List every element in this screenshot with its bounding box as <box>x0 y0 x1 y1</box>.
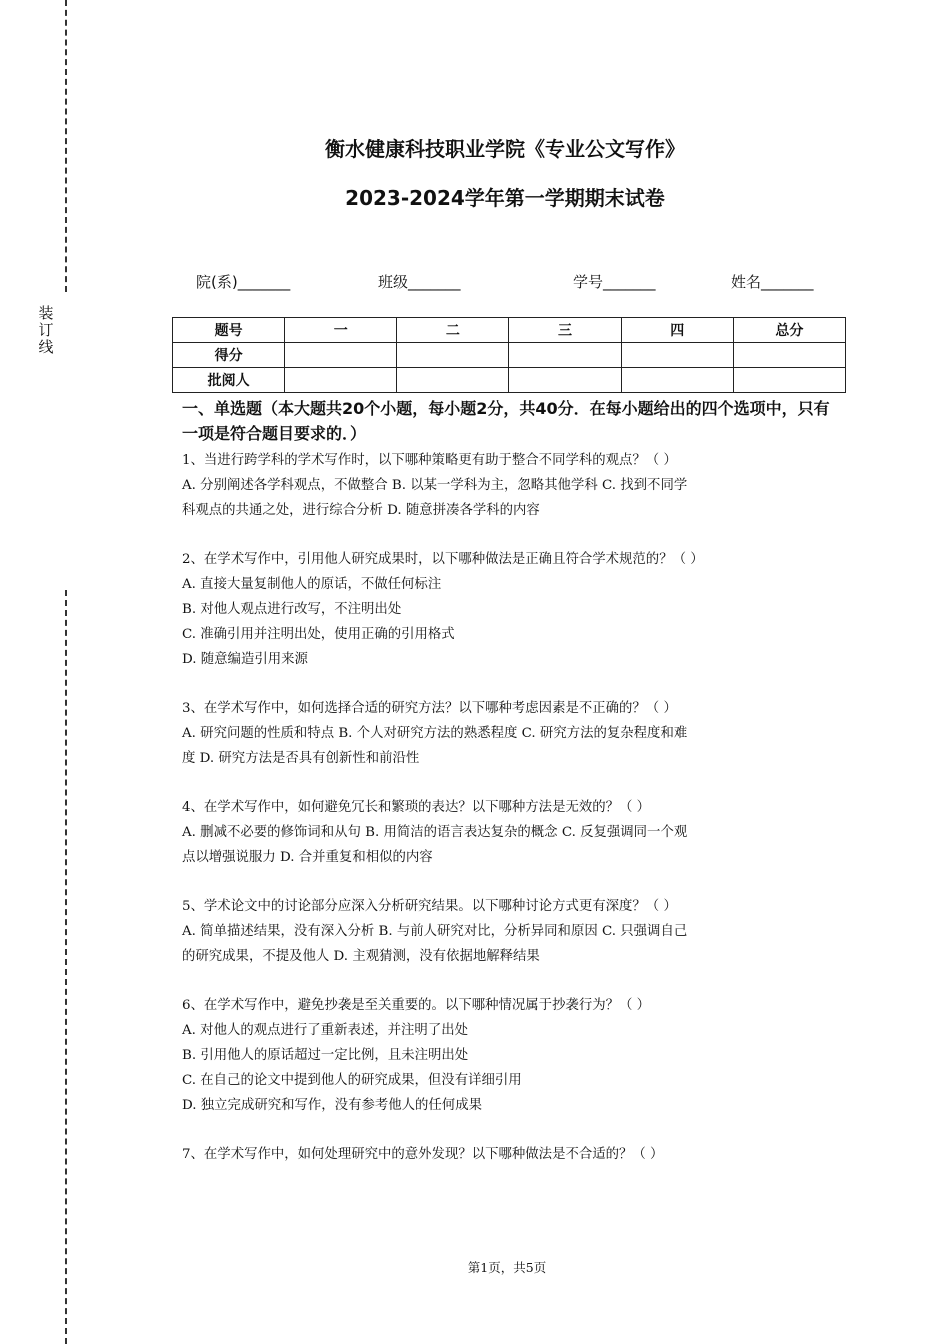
section-heading: 一、单选题（本大题共20个小题，每小题2分，共40分．在每小题给出的四个选项中，只有一项是符合题目要求的．） <box>182 399 830 443</box>
question-6 <box>182 993 832 1118</box>
score-table-header-cell: 总分 <box>733 318 845 343</box>
question-line: 1、当进行跨学科的学术写作时，以下哪种策略更有助于整合不同学科的观点？（ ） <box>182 453 677 468</box>
question-line: A. 对他人的观点进行了重新表述，并注明了出处 <box>182 1023 468 1038</box>
question-line: C. 准确引用并注明出处，使用正确的引用格式 <box>182 627 455 642</box>
score-cell <box>509 343 621 368</box>
score-cell <box>397 343 509 368</box>
reviewer-cell <box>733 368 845 393</box>
question-line: 5、学术论文中的讨论部分应深入分析研究结果。以下哪种讨论方式更有深度？（ ） <box>182 899 677 914</box>
score-cell <box>733 343 845 368</box>
question-7 <box>182 1142 832 1167</box>
exam-title-line2: 2023-2024学年第一学期期末试卷 <box>345 186 665 210</box>
score-table <box>172 317 846 393</box>
question-2 <box>182 547 832 672</box>
question-line: 科观点的共通之处，进行综合分析 D. 随意拼凑各学科的内容 <box>182 503 540 518</box>
question-line: D. 随意编造引用来源 <box>182 652 308 667</box>
question-line: D. 独立完成研究和写作，没有参考他人的任何成果 <box>182 1098 482 1113</box>
score-table-header-row <box>173 318 846 343</box>
name-field: 姓名_______ <box>731 273 814 291</box>
question-line: 点以增强说服力 D. 合并重复和相似的内容 <box>182 850 433 865</box>
question-line: B. 引用他人的原话超过一定比例，且未注明出处 <box>182 1048 469 1063</box>
binding-label: 装订线 <box>38 304 54 356</box>
question-1 <box>182 448 832 523</box>
reviewer-cell <box>285 368 397 393</box>
question-line: A. 直接大量复制他人的原话，不做任何标注 <box>182 577 442 592</box>
question-3 <box>182 696 832 771</box>
reviewer-row-label: 批阅人 <box>173 368 285 393</box>
question-line: 2、在学术写作中，引用他人研究成果时，以下哪种做法是正确且符合学术规范的？（ ） <box>182 552 704 567</box>
score-table-header-cell: 一 <box>285 318 397 343</box>
question-line: B. 对他人观点进行改写，不注明出处 <box>182 602 402 617</box>
binding-line-bottom <box>65 590 67 1344</box>
question-line: A. 简单描述结果，没有深入分析 B. 与前人研究对比，分析异同和原因 C. 只强调自己 <box>182 924 688 939</box>
question-line: 7、在学术写作中，如何处理研究中的意外发现？以下哪种做法是不合适的？（ ） <box>182 1147 664 1162</box>
score-cell <box>621 343 733 368</box>
score-row-label: 得分 <box>173 343 285 368</box>
department-field: 院(系)_______ <box>196 273 291 291</box>
question-4 <box>182 795 832 870</box>
question-5 <box>182 894 832 969</box>
score-table-score-row <box>173 343 846 368</box>
class-field: 班级_______ <box>378 273 461 291</box>
reviewer-cell <box>509 368 621 393</box>
reviewer-cell <box>397 368 509 393</box>
question-line: A. 删减不必要的修饰词和从句 B. 用简洁的语言表达复杂的概念 C. 反复强调同一个观 <box>182 825 688 840</box>
question-line: C. 在自己的论文中提到他人的研究成果，但没有详细引用 <box>182 1073 522 1088</box>
score-cell <box>285 343 397 368</box>
score-table-header-cell: 题号 <box>173 318 285 343</box>
score-table-header-cell: 二 <box>397 318 509 343</box>
exam-content <box>182 396 832 1191</box>
question-line: 的研究成果，不提及他人 D. 主观猜测，没有依据地解释结果 <box>182 949 540 964</box>
score-table-reviewer-row <box>173 368 846 393</box>
question-line: A. 研究问题的性质和特点 B. 个人对研究方法的熟悉程度 C. 研究方法的复杂程度和难 <box>182 726 688 741</box>
exam-title-line1: 衡水健康科技职业学院《专业公文写作》 <box>325 137 685 161</box>
question-line: A. 分别阐述各学科观点，不做整合 B. 以某一学科为主，忽略其他学科 C. 找到不同学 <box>182 478 688 493</box>
question-line: 度 D. 研究方法是否具有创新性和前沿性 <box>182 751 420 766</box>
reviewer-cell <box>621 368 733 393</box>
score-table-header-cell: 三 <box>509 318 621 343</box>
question-line: 4、在学术写作中，如何避免冗长和繁琐的表达？以下哪种方法是无效的？（ ） <box>182 800 651 815</box>
student-id-field: 学号_______ <box>573 273 656 291</box>
page-number: 第1页，共5页 <box>467 1260 547 1275</box>
question-line: 3、在学术写作中，如何选择合适的研究方法？以下哪种考虑因素是不正确的？（ ） <box>182 701 677 716</box>
question-line: 6、在学术写作中，避免抄袭是至关重要的。以下哪种情况属于抄袭行为？（ ） <box>182 998 651 1013</box>
score-table-header-cell: 四 <box>621 318 733 343</box>
